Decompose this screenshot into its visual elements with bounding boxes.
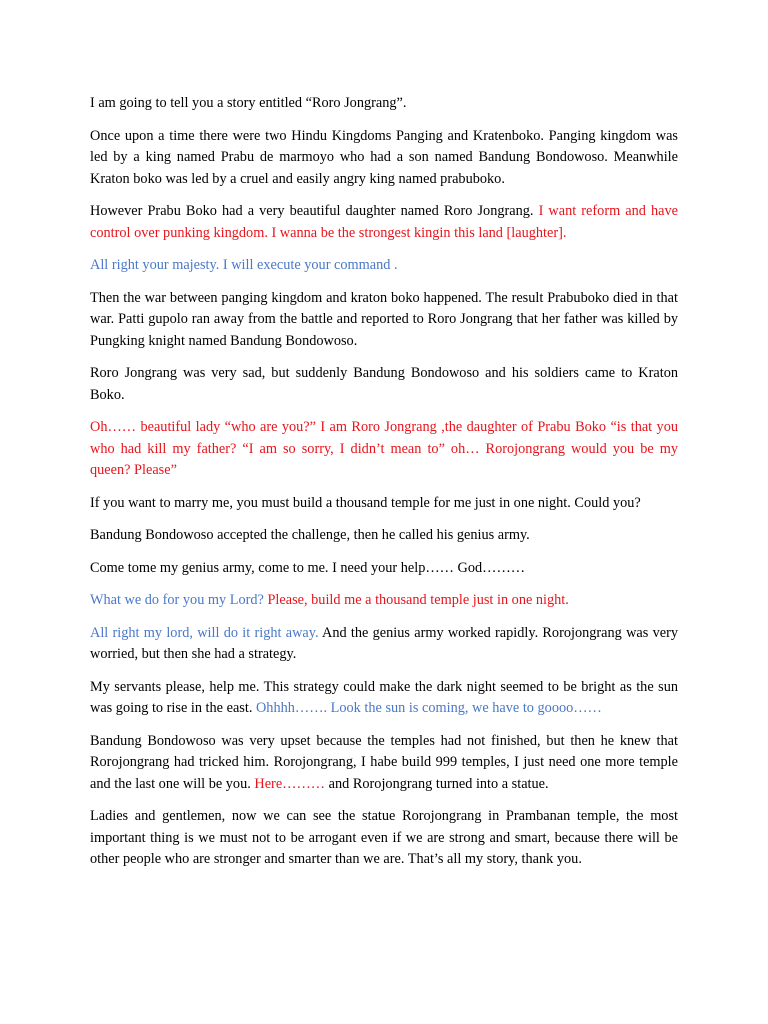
paragraph-challenge xyxy=(90,525,678,547)
text-run: My servants please, help me. This strategy could make the dark night seemed to be bright as the sun was going to rise in the east. xyxy=(90,678,678,716)
text-run: Once upon a time there were two Hindu Kingdoms Panging and Kratenboko. Panging kingdom was led by a king named Prabu de marmoyo who had a son named Bandung Bondowoso. Meanwhile Kraton boko was led by a cruel and easily angry king named prabuboko. xyxy=(90,127,678,187)
text-run: Bandung Bondowoso accepted the challenge, then he called his genius army. xyxy=(90,527,530,543)
paragraph-right-away xyxy=(90,623,678,666)
paragraph-intro xyxy=(90,93,678,115)
text-run: Then the war between panging kingdom and kraton boko happened. The result Prabuboko died in that war. Patti gupolo ran away from the battle and reported to Roro Jongrang that her father was killed by Pungking knight named Bandung Bondowoso. xyxy=(90,289,678,349)
paragraph-my-lord xyxy=(90,590,678,612)
dialogue-run: Ohhhh……. Look the sun is coming, we have to goooo…… xyxy=(255,700,602,716)
text-run: Roro Jongrang was very sad, but suddenly Bandung Bondowoso and his soldiers came to Kraton Boko. xyxy=(90,365,678,403)
dialogue-run: Oh…… beautiful lady “who are you?” I am Roro Jongrang ,the daughter of Prabu Boko “is that you who had kill my father? “I am so sorry, I didn’t mean to” oh… Rorojongrang would you be my queen? Please” xyxy=(90,419,678,478)
text-run: and Rorojongrang turned into a statue. xyxy=(325,775,549,792)
paragraph-war xyxy=(90,288,678,353)
paragraph-conclusion xyxy=(90,806,678,871)
text-run: Come tome my genius army, come to me. I need your help…… God……… xyxy=(90,559,526,576)
dialogue-run: Please, build me a thousand temple just in one night. xyxy=(267,592,569,608)
text-run: Bandung Bondowoso was very upset because the temples had not finished, but then he knew that Rorojongrang had tricked him. Rorojongrang, I habe build 999 temples, I just need one more temple and the last one will be you. xyxy=(90,732,678,792)
text-run: If you want to marry me, you must build a thousand temple for me just in one night. Could you? xyxy=(90,494,641,511)
text-run: And the genius army worked rapidly. Rorojongrang was very worried, but then she had a strategy. xyxy=(90,624,678,662)
dialogue-run: All right my lord, will do it right away. xyxy=(90,624,323,641)
paragraph-prabu-boko xyxy=(90,201,678,244)
paragraph-genius-army xyxy=(90,558,678,580)
paragraph-marry xyxy=(90,493,678,515)
text-run: I am going to tell you a story entitled “Roro Jongrang”. xyxy=(90,95,407,111)
dialogue-run: What we do for you my Lord? xyxy=(90,592,268,608)
dialogue-run: I want reform and have control over punking kingdom. I wanna be the strongest kingin this land [laughter]. xyxy=(90,203,678,241)
paragraph-servants xyxy=(90,677,678,720)
paragraph-kingdoms xyxy=(90,126,678,191)
dialogue-run: Here……… xyxy=(254,775,326,792)
paragraph-beautiful-lady xyxy=(90,417,678,482)
dialogue-run: All right your majesty. I will execute your command . xyxy=(90,257,398,273)
document-page xyxy=(90,93,678,882)
paragraph-majesty xyxy=(90,255,678,277)
text-run: However Prabu Boko had a very beautiful daughter named Roro Jongrang. xyxy=(90,203,539,219)
text-run: Ladies and gentlemen, now we can see the statue Rorojongrang in Prambanan temple, the most important thing is we must not to be arrogant even if we are strong and smart, because there will be other people who are stronger and smarter than we are. That’s all my story, thank you. xyxy=(90,808,678,867)
paragraph-upset xyxy=(90,731,678,796)
paragraph-sad xyxy=(90,363,678,406)
